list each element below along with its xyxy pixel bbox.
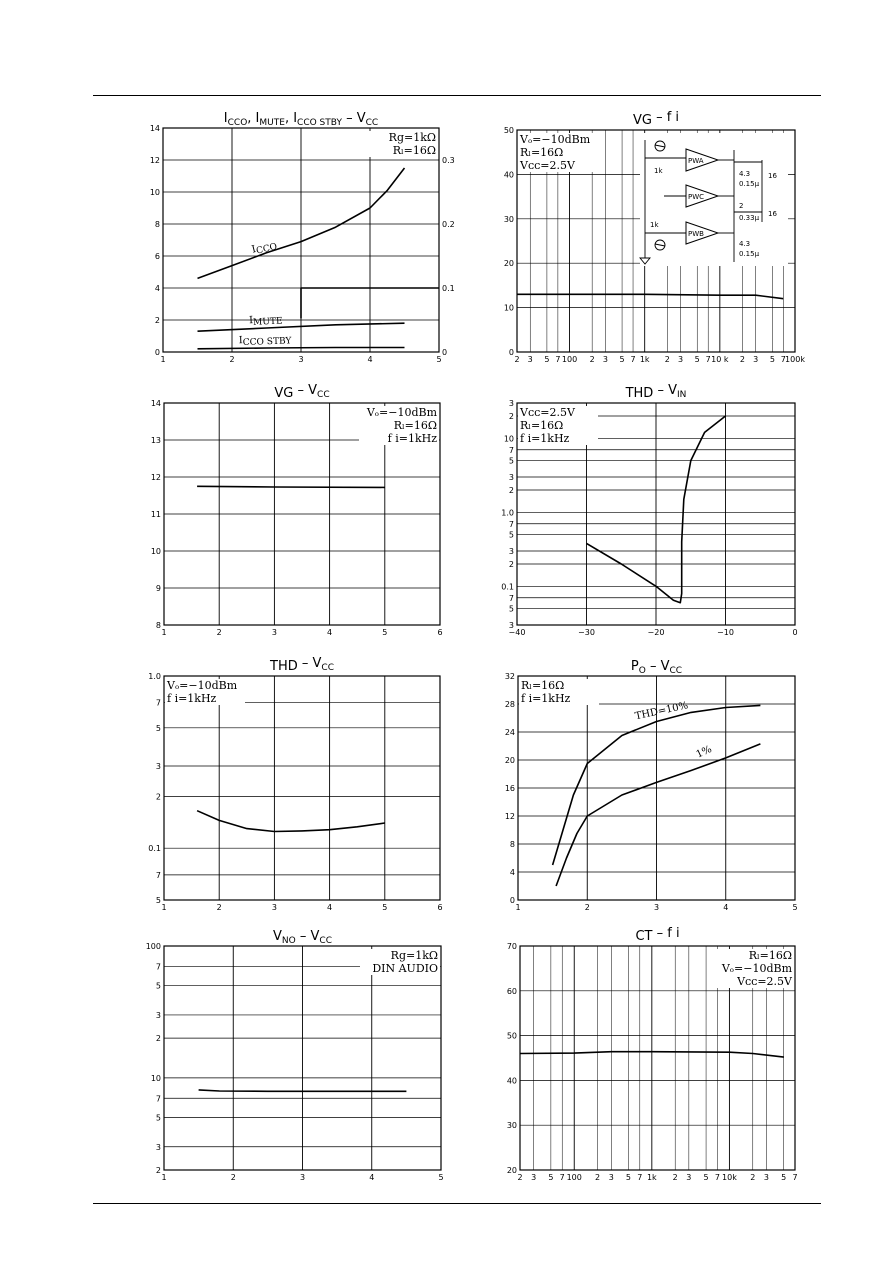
condition-annotation: Vᴄᴄ=2.5V [520,159,575,172]
y-tick-label: 3 [155,1142,161,1152]
y2-tick-label: 0 [442,348,448,357]
title-part: CT [635,929,653,944]
x-tick-label: 2 [216,628,222,637]
title-part: VG [274,386,294,401]
x-tick-label: 2 [517,1173,523,1182]
x-tick-label: 3 [753,355,759,364]
y-tick-label: 70 [506,942,517,951]
title-part: I [223,111,228,126]
y-tick-label: 16 [504,784,515,793]
chart-title [269,656,334,674]
x-tick-label: 5 [436,355,442,364]
y-tick-label: 7 [155,1094,161,1104]
x-tick-label: 3 [299,1173,306,1182]
x-tick-label: 4 [367,355,373,364]
condition-annotation: Rₗ=16Ω [393,419,437,432]
chart-title [635,926,679,944]
title-subscript: O [638,666,646,676]
y-tick-label: 6 [154,252,160,261]
condition-annotation: Vₒ=−10dBm [167,679,238,692]
y-tick-label: 4 [154,284,160,293]
x-tick-label: 5 [548,1173,554,1182]
y-tick-label: 28 [504,700,515,709]
x-tick-label: 2 [750,1173,756,1182]
curve-label-subscript: CCO [255,241,279,257]
x-tick-label: 2 [230,1173,236,1182]
x-tick-label: 1k [646,1173,657,1182]
x-tick-label: 3 [527,355,533,364]
y2-tick-label: 0.2 [442,220,455,229]
y-tick-label: 32 [504,672,515,681]
x-tick-label: 100 [561,355,578,364]
curve-label-subscript: MUTE [252,316,283,328]
y-tick-label: 12 [150,473,161,482]
y-tick-label: 5 [155,1113,161,1123]
x-tick-label: 2 [739,355,746,364]
chart-c8 [507,926,798,1182]
x-tick-label: 2 [664,355,670,364]
y-tick-label: 0 [509,896,515,905]
amplifier-label: PWA [688,157,704,165]
title-part: THD [270,659,298,674]
x-tick-label: 2 [595,1173,601,1182]
resistor-label: 2 [739,202,744,210]
title-part: – f i [652,926,680,941]
amplifier-label: PWB [688,230,704,238]
title-part: V [273,929,282,944]
x-tick-label: 1 [161,903,167,912]
y-tick-label: 60 [506,986,517,996]
chart-title [273,929,332,946]
capacitor-label: 0.33μ [739,214,760,222]
y-tick-label: 7 [508,445,514,455]
chart-c5 [148,656,442,912]
y-tick-label: 2 [155,792,161,802]
chart-c4 [501,383,797,637]
x-tick-label: −30 [578,628,595,637]
y-tick-label: 1.0 [501,508,514,518]
y-tick-label: 12 [149,156,160,165]
x-tick-label: 2 [229,355,235,364]
y-tick-label: 100 [145,942,161,951]
chart-title [631,659,682,676]
x-tick-label: 5 [619,355,625,364]
y-tick-label: 2 [154,316,160,325]
condition-annotation: Vₒ=−10dBm [520,133,591,146]
curve-label [251,239,279,258]
x-tick-label: 3 [298,355,304,364]
title-subscript: CCO [227,118,248,128]
x-tick-label: 4 [327,628,333,637]
title-part: , I [247,111,260,126]
y-tick-label: 14 [149,124,160,133]
title-part: – V [341,111,366,126]
x-tick-label: 5 [792,903,798,912]
condition-annotation: Rₗ=16Ω [392,144,436,157]
y-tick-label: 20 [506,1166,517,1175]
y-tick-label: 5 [508,604,514,614]
y-tick-label: 2 [508,412,514,422]
y-tick-label: 5 [155,896,161,905]
y-tick-label: 2 [508,486,514,496]
y-tick-label: 10 [150,1073,161,1083]
title-subscript: CC [319,936,332,946]
y-tick-label: 8 [155,621,161,630]
y-tick-label: 0 [508,348,514,357]
x-tick-label: 1 [160,355,166,364]
amplifier-label: PWC [688,193,705,201]
x-tick-label: 5 [382,903,388,912]
condition-annotation: Vᴄᴄ=2.5V [737,975,792,988]
condition-annotation: Vₒ=−10dBm [366,406,437,419]
x-tick-label: 5 [769,355,775,364]
y-tick-label: 10 [150,547,161,556]
y-tick-label: 8 [509,840,515,849]
x-tick-label: 3 [653,903,660,912]
x-tick-label: 5 [703,1173,709,1182]
x-tick-label: 0 [792,628,798,637]
x-tick-label: 2 [589,355,595,364]
chart-title [625,383,687,401]
curve-label [239,333,293,348]
x-tick-label: 2 [584,903,590,912]
x-tick-label: 5 [625,1173,632,1182]
x-tick-label: 5 [438,1173,444,1182]
title-subscript: CC [321,663,334,673]
title-part: – V [295,929,320,944]
y-tick-label: 5 [508,456,514,466]
y-tick-label: 13 [150,436,161,445]
y-tick-label: 3 [508,473,514,482]
y-tick-label: 40 [503,170,514,180]
condition-annotation: f i=1kHz [167,692,217,705]
x-tick-label: 1 [515,903,521,912]
condition-annotation: Rₗ=16Ω [521,679,565,692]
chart-c1 [150,111,455,364]
curve-label [695,744,714,761]
y-tick-label: 7 [155,870,161,880]
curve-label-subscript: CCO STBY [242,336,292,349]
x-tick-label: 7 [714,1173,720,1182]
condition-annotation: Rg=1kΩ [390,949,438,962]
x-tick-label: 7 [792,1173,798,1182]
title-part: – V [297,656,322,671]
x-tick-label: 5 [781,1173,787,1182]
condition-annotation: f i=1kHz [387,432,437,445]
title-subscript: MUTE [259,118,285,128]
y2-tick-label: 0.1 [442,284,455,293]
x-tick-label: 7 [637,1173,643,1182]
y-tick-label: 7 [508,593,514,603]
x-tick-label: 1k [639,355,650,364]
y-tick-label: 12 [504,812,515,821]
y-tick-label: 5 [155,723,161,733]
condition-annotation: f i=1kHz [520,432,570,445]
x-tick-label: −40 [508,628,526,637]
capacitor-label: 0.15μ [739,180,760,188]
x-tick-label: 3 [602,355,608,364]
x-tick-label: 100k [785,355,805,364]
title-subscript: IN [677,390,687,400]
x-tick-label: 3 [686,1173,692,1182]
x-tick-label: 4 [369,1173,375,1182]
y-tick-label: 9 [155,584,161,593]
chart-c6 [505,659,798,912]
condition-annotation: Vᴄᴄ=2.5V [520,406,575,419]
x-tick-label: 1 [161,1173,167,1182]
y-tick-label: 14 [150,399,161,408]
x-tick-label: 5 [544,355,550,364]
series-curve [197,486,385,487]
y-tick-label: 7 [155,962,161,972]
y-tick-label: 10 [503,303,514,313]
chart-c2 [504,110,806,364]
condition-annotation: Rₗ=16Ω [520,419,564,432]
title-subscript: CCO STBY [297,118,342,128]
title-part: THD [625,386,654,401]
y-tick-label: 7 [155,698,161,708]
resistor-label: 1k [654,167,663,175]
y-tick-label: 30 [503,214,514,224]
y-tick-label: 0 [154,348,160,357]
x-tick-label: 6 [437,903,443,912]
chart-c7 [146,929,444,1182]
y-tick-label: 8 [154,220,160,229]
chart-title [224,111,378,128]
y-tick-label: 3 [508,399,514,408]
x-tick-label: 6 [437,628,443,637]
y-tick-label: 0.1 [501,582,514,592]
curve-label [249,313,283,328]
resistor-label: 4.3 [739,170,751,178]
x-tick-label: 3 [608,1173,614,1182]
y-tick-label: 40 [506,1076,517,1086]
y-tick-label: 30 [506,1121,517,1131]
y2-tick-label: 0.3 [442,156,455,165]
y-tick-label: 1.0 [148,672,161,681]
x-tick-label: 2 [514,355,520,364]
test-circuit [640,133,788,266]
x-tick-label: 7 [555,355,561,364]
capacitor-label: 0.15μ [739,250,760,258]
series-curve [197,811,385,832]
condition-annotation: Vₒ=−10dBm [721,962,792,975]
x-tick-label: 3 [271,903,277,912]
x-tick-label: 4 [327,903,333,912]
x-tick-label: 3 [271,628,277,637]
title-part: VG [632,113,652,128]
x-tick-label: 10k [722,1173,737,1182]
y-tick-label: 24 [504,728,515,737]
x-tick-label: 7 [630,355,636,364]
title-part: – V [293,383,318,398]
y-tick-label: 4 [509,868,515,877]
condition-annotation: DIN AUDIO [372,962,438,975]
plot-frame [164,676,440,900]
load-label: 16 [768,172,777,180]
y-tick-label: 2 [155,1034,161,1044]
y-tick-label: 7 [508,519,514,529]
x-tick-label: 10 k [711,355,729,364]
condition-annotation: Rₗ=16Ω [748,949,792,962]
title-part: P [630,659,639,674]
y-tick-label: 50 [506,1031,517,1041]
x-tick-label: 2 [672,1173,678,1182]
title-part: – f i [651,110,680,125]
y-tick-label: 5 [508,530,514,540]
y-tick-label: 3 [155,762,161,772]
title-subscript: CC [365,118,379,128]
x-tick-label: 7 [780,355,786,364]
y-tick-label: 3 [508,621,514,630]
title-part: – V [653,383,678,398]
title-subscript: NO [281,936,296,946]
series-curve [517,294,783,298]
chart-c3 [151,383,443,637]
title-part: , I [284,111,298,126]
y-tick-label: 5 [155,981,161,991]
y-tick-label: 20 [503,259,514,269]
condition-annotation: f i=1kHz [521,692,571,705]
y-tick-label: 11 [150,510,161,519]
curve-label-text: I [248,315,254,327]
x-tick-label: 3 [677,355,684,364]
y-tick-label: 3 [155,1010,161,1020]
y-tick-label: 2 [155,1166,161,1175]
resistor-label: 4.3 [739,240,751,248]
x-tick-label: 100 [566,1173,582,1182]
y-tick-label: 10 [149,188,160,197]
x-tick-label: −10 [717,628,734,637]
x-tick-label: −20 [647,628,665,637]
y-tick-label: 0.1 [148,844,161,854]
x-tick-label: 1 [161,628,167,637]
curve-label-text: THD=10% [634,700,690,723]
title-subscript: CC [317,390,330,400]
resistor-label: 1k [650,221,659,229]
y-tick-label: 20 [504,756,515,765]
title-part: – V [645,659,670,674]
y-tick-label: 2 [508,560,514,570]
x-tick-label: 2 [216,903,222,912]
condition-annotation: Rₗ=16Ω [520,146,564,159]
x-tick-label: 7 [559,1173,565,1182]
condition-annotation: Rg=1kΩ [388,131,436,144]
x-tick-label: 3 [531,1173,537,1182]
y-tick-label: 3 [508,547,514,556]
x-tick-label: 3 [763,1173,769,1182]
title-subscript: CC [669,666,683,676]
x-tick-label: 4 [723,903,729,912]
chart-title [274,383,329,401]
curve-label-text: I [238,335,243,347]
x-tick-label: 5 [382,628,388,637]
y-tick-label: 10 [503,434,514,444]
curve-label [634,700,689,722]
y-tick-label: 50 [503,126,514,135]
chart-title [633,110,679,128]
load-label: 16 [768,210,777,218]
curve-label-text: 1% [694,743,714,761]
x-tick-label: 7 [705,355,711,364]
curve-label-text: I [250,244,258,256]
x-tick-label: 5 [694,355,700,364]
